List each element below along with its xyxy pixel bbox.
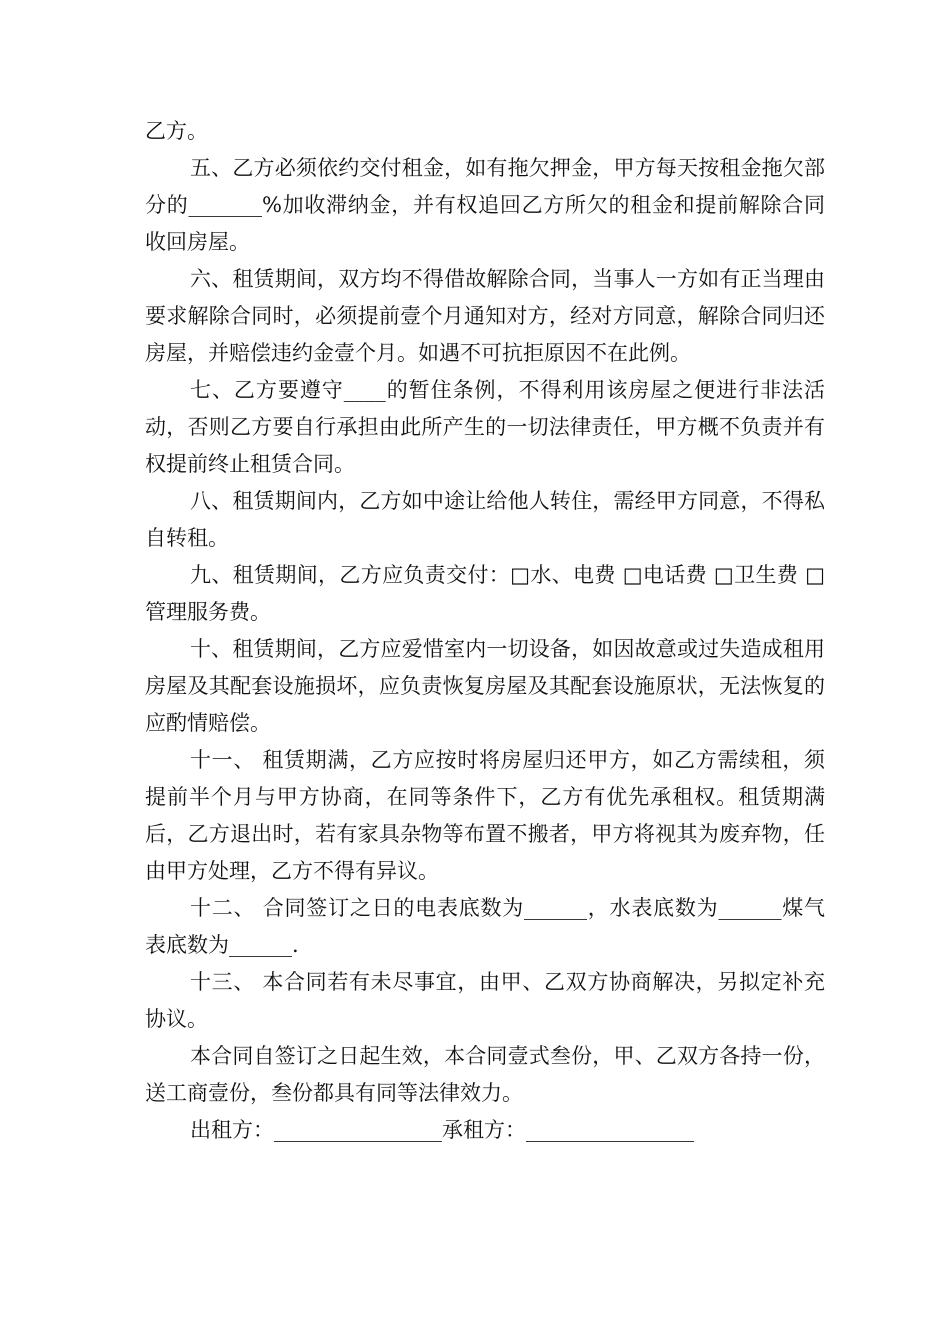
contract-body	[145, 113, 825, 1149]
clause-11: 十一、 租赁期满，乙方应按时将房屋归还甲方，如乙方需续租，须提前半个月与甲方协商，在同等条件下，乙方有优先承租权。租赁期满后，乙方退出时，若有家具杂物等布置不搬者，甲方将视其为废弃物，任由甲方处理，乙方不得有异议。	[145, 748, 825, 883]
clause-9: 九、租赁期间，乙方应负责交付：□水、电费 □电话费 □卫生费 □管理服务费。	[145, 563, 825, 624]
effective-clause: 本合同自签订之日起生效，本合同壹式叁份，甲、乙双方各持一份，送工商壹份，叁份都具有同等法律效力。	[145, 1044, 825, 1105]
clause-12: 十二、 合同签订之日的电表底数为______，水表底数为______煤气表底数为______.	[145, 896, 825, 957]
signature-line: 出租方：________________承租方：________________	[190, 1118, 694, 1142]
clause-8: 八、租赁期间内，乙方如中途让给他人转住，需经甲方同意，不得私自转租。	[145, 489, 825, 550]
clause-10: 十、租赁期间，乙方应爱惜室内一切设备，如因故意或过失造成租用房屋及其配套设施损坏，应负责恢复房屋及其配套设施原状，无法恢复的应酌情赔偿。	[145, 637, 825, 735]
clause-5: 五、乙方必须依约交付租金，如有拖欠押金，甲方每天按租金拖欠部分的_______%加收滞纳金，并有权追回乙方所欠的租金和提前解除合同收回房屋。	[145, 156, 825, 254]
clause-6: 六、租赁期间，双方均不得借故解除合同，当事人一方如有正当理由要求解除合同时，必须提前壹个月通知对方，经对方同意，解除合同归还房屋，并赔偿违约金壹个月。如遇不可抗拒原因不在此例。	[145, 267, 825, 365]
clause-7: 七、乙方要遵守____的暂住条例，不得利用该房屋之便进行非法活动，否则乙方要自行承担由此所产生的一切法律责任，甲方概不负责并有权提前终止租赁合同。	[145, 378, 825, 476]
clause-13: 十三、 本合同若有未尽事宜，由甲、乙双方协商解决，另拟定补充协议。	[145, 970, 825, 1031]
paragraph-continuation: 乙方。	[145, 119, 208, 143]
